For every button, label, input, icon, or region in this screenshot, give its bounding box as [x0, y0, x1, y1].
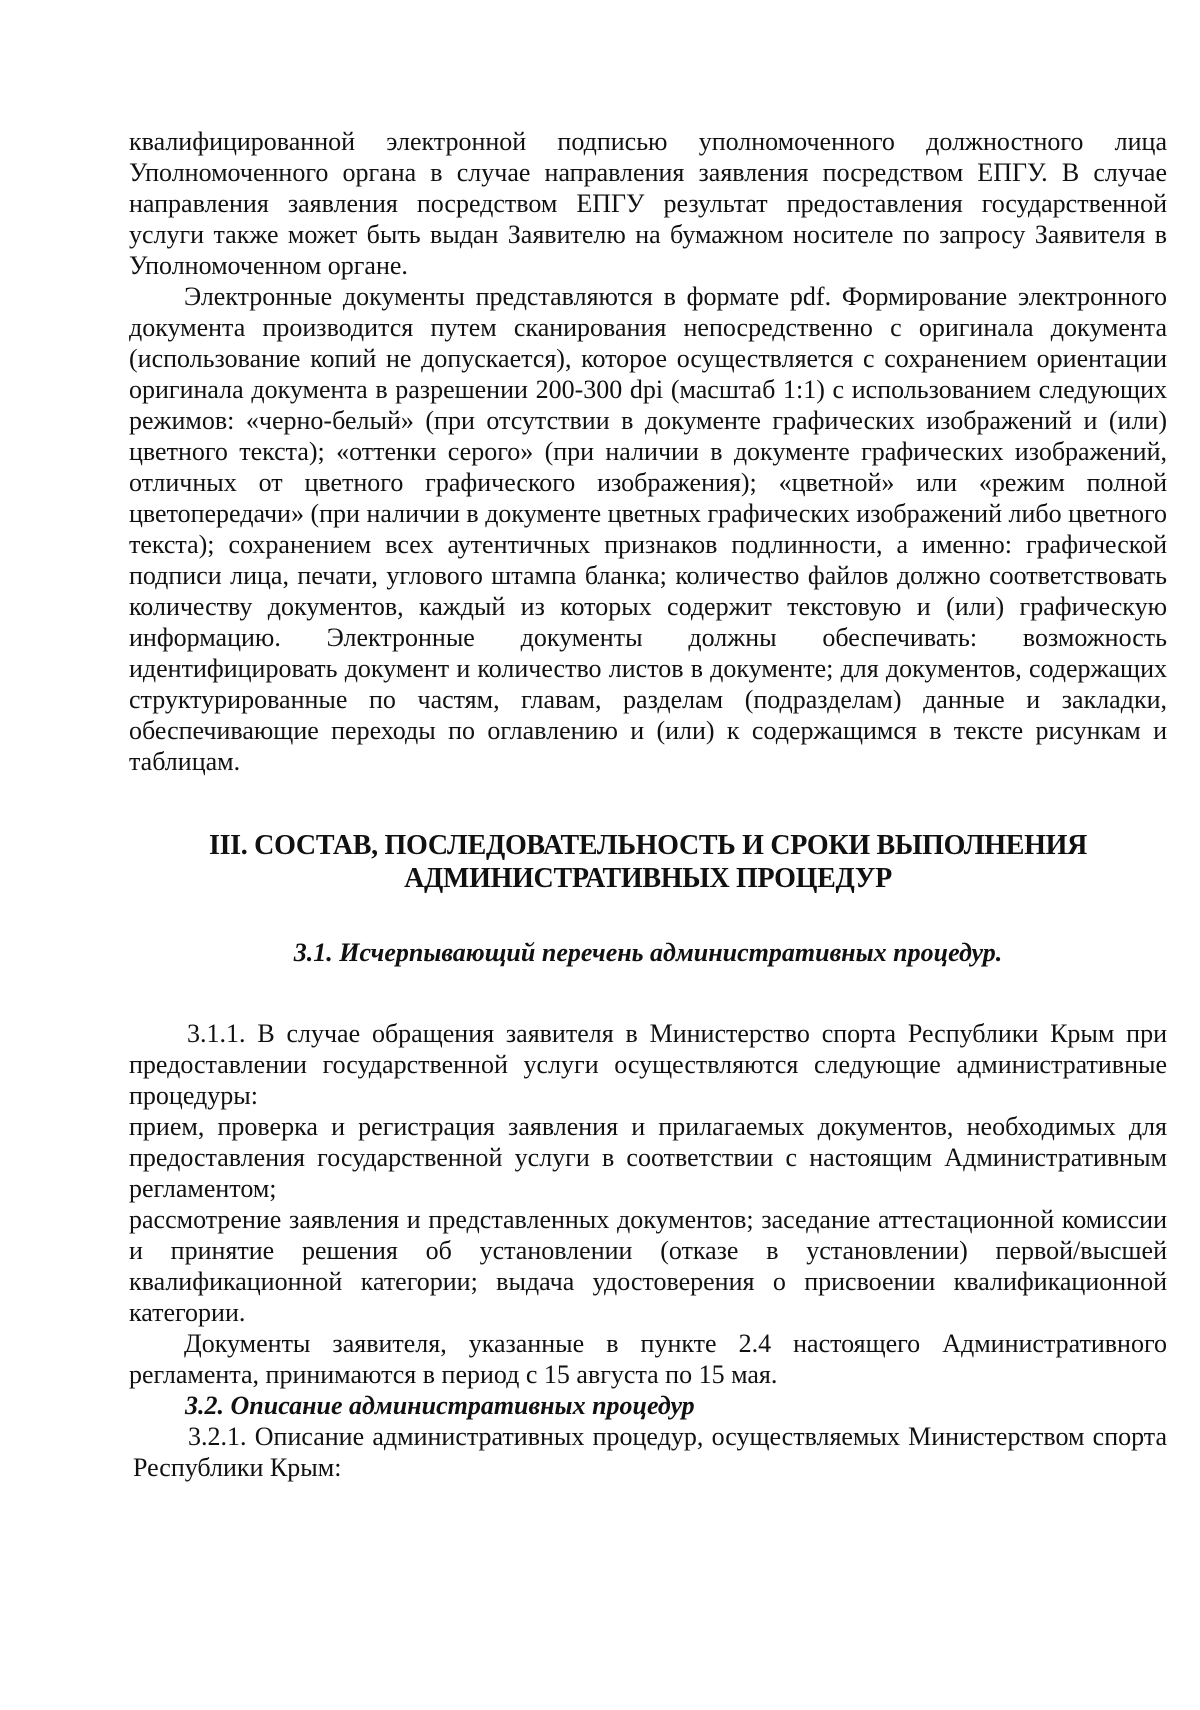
section-heading-line-2: АДМИНИСТРАТИВНЫХ ПРОЦЕДУР: [404, 863, 892, 894]
section-heading: [129, 829, 1167, 895]
list-item-reception: прием, проверка и регистрация заявления и прилагаемых документов, необходимых для предоставления государственной услуги в соответствии с настоящим Административным регламентом;: [129, 1112, 1167, 1203]
paragraph-electronic-documents: Электронные документы представляются в формате pdf. Формирование электронного документа производится путем сканирования непосредственно с оригинала документа (использование копий не допускается), которое осуществляется с сохранением ориентации оригинала документа в разрешении 200-300 dpi (масштаб 1:1) с использованием следующих режимов: «черно-белый» (при отсутствии в документе графических изображений и (или) цветного текста); «оттенки серого» (при наличии в документе графических изображений, отличных от цветного графического изображения); «цветной» или «режим полной цветопередачи» (при наличии в документе цветных графических изображений либо цветного текста); сохранением всех аутентичных признаков подлинности, а именно: графической подписи лица, печати, углового штампа бланка; количество файлов должно соответствовать количеству документов, каждый из которых содержит текстовую и (или) графическую информацию. Электронные документы должны обеспечивать: возможность идентифицировать документ и количество листов в документе; для документов, содержащих структурированные по частям, главам, разделам (подразделам) данные и закладки, обеспечивающие переходы по оглавлению и (или) к содержащимся в тексте рисункам и таблицам.: [129, 282, 1167, 776]
section-heading-line-1: III. СОСТАВ, ПОСЛЕДОВАТЕЛЬНОСТЬ И СРОКИ ВЫПОЛНЕНИЯ: [208, 830, 1087, 861]
document-page: [129, 126, 1167, 1483]
list-item-review: рассмотрение заявления и представленных документов; заседание аттестационной комиссии и принятие решения об установлении (отказе в установлении) первой/высшей квалификационной категории; выдача удостоверения о присвоении квалификационной категории.: [129, 1205, 1167, 1327]
paragraph-documents-period: Документы заявителя, указанные в пункте 2.4 настоящего Административного регламента, принимаются в период с 15 августа по 15 мая.: [129, 1329, 1167, 1389]
paragraph-3-2-1: 3.2.1. Описание административных процедур, осуществляемых Министерством спорта Республики Крым:: [133, 1422, 1167, 1482]
subheading-3-2: 3.2. Описание административных процедур: [185, 1391, 695, 1420]
subheading-3-1: 3.1. Исчерпывающий перечень административных процедур.: [293, 938, 1003, 967]
paragraph-signature-result: квалифицированной электронной подписью уполномоченного должностного лица Уполномоченного органа в случае направления заявления посредством ЕПГУ. В случае направления заявления посредством ЕПГУ результат предоставления государственной услуги также может быть выдан Заявителю на бумажном носителе по запросу Заявителя в Уполномоченном органе.: [129, 127, 1167, 280]
paragraph-3-1-1: 3.1.1. В случае обращения заявителя в Министерство спорта Республики Крым при предоставлении государственной услуги осуществляются следующие административные процедуры:: [129, 1019, 1167, 1110]
